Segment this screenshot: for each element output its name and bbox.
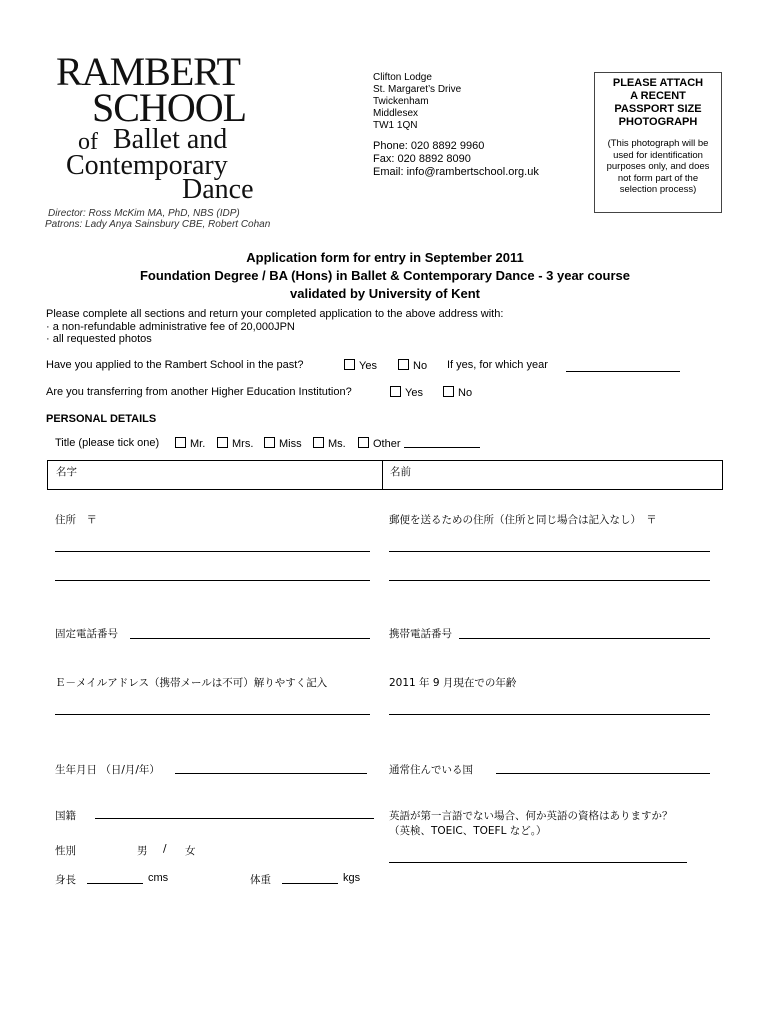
english-qualification-field[interactable] bbox=[389, 862, 687, 863]
name-box bbox=[47, 460, 723, 490]
q1-yes-label: Yes bbox=[359, 360, 377, 372]
q2-no-option[interactable] bbox=[443, 386, 472, 399]
name-divider bbox=[382, 461, 383, 489]
miss-label: Miss bbox=[279, 438, 302, 450]
email-field[interactable] bbox=[55, 714, 370, 715]
q1-no-checkbox[interactable] bbox=[398, 359, 409, 370]
title-mr-option[interactable] bbox=[175, 437, 205, 450]
residence-field[interactable] bbox=[496, 773, 710, 774]
logo-contemporary: Contemporary bbox=[66, 150, 228, 181]
q2-yes-checkbox[interactable] bbox=[390, 386, 401, 397]
q1-no-option[interactable] bbox=[398, 359, 427, 372]
mrs-checkbox[interactable] bbox=[217, 437, 228, 448]
logo-ballet-and: Ballet and bbox=[113, 124, 228, 155]
instructions bbox=[46, 308, 503, 346]
age-field[interactable] bbox=[389, 714, 710, 715]
address-label: 住所 〒 bbox=[55, 514, 97, 526]
gender-label: 性別 bbox=[55, 845, 76, 857]
q1-yes-checkbox[interactable] bbox=[344, 359, 355, 370]
photo-heading-4: PHOTOGRAPH bbox=[618, 116, 698, 128]
logo-of: of bbox=[78, 129, 98, 155]
given-name-field[interactable]: 名前 bbox=[390, 466, 411, 478]
photo-note: (This photograph will be used for identification purposes only, and does not form part of the selection process) bbox=[606, 138, 710, 195]
school-contact bbox=[373, 140, 539, 179]
fax-text: Fax: 020 8892 8090 bbox=[373, 153, 471, 165]
cms-unit: cms bbox=[148, 872, 169, 884]
weight-field[interactable] bbox=[282, 883, 338, 884]
mailing-address-label: 郵便を送るための住所（住所と同じ場合は記入なし） 〒 bbox=[389, 514, 657, 526]
q1-follow-label: If yes, for which year bbox=[447, 359, 548, 371]
title-line-2: Foundation Degree / BA (Hons) in Ballet & Contemporary Dance - 3 year course bbox=[139, 268, 630, 283]
email-text: Email: info@rambertschool.org.uk bbox=[373, 166, 539, 178]
english-question-2: （英検、TOEIC、TOEFL など。） bbox=[389, 825, 547, 837]
address-line: Twickenham bbox=[373, 96, 429, 107]
male-option[interactable]: 男 bbox=[137, 845, 148, 857]
patrons-text: Patrons: Lady Anya Sainsbury CBE, Robert Cohan bbox=[45, 219, 271, 230]
q1-year-field[interactable] bbox=[566, 371, 680, 372]
q1-text: Have you applied to the Rambert School in the past? bbox=[46, 359, 304, 371]
photo-heading-3: PASSPORT SIZE bbox=[614, 103, 702, 115]
title-label: Title (please tick one) bbox=[55, 437, 160, 449]
school-address bbox=[373, 72, 461, 132]
dob-label: 生年月日 （日/月/年） bbox=[55, 764, 160, 776]
title-ms-option[interactable] bbox=[313, 437, 346, 450]
landline-label: 固定電話番号 bbox=[55, 628, 118, 640]
weight-label: 体重 bbox=[250, 874, 271, 886]
q2-yes-option[interactable] bbox=[390, 386, 423, 399]
title-line-1: Application form for entry in September 2011 bbox=[246, 250, 524, 265]
q2-no-checkbox[interactable] bbox=[443, 386, 454, 397]
personal-details-heading: PERSONAL DETAILS bbox=[46, 413, 157, 425]
title-line-3: validated by University of Kent bbox=[290, 286, 480, 301]
q2-no-label: No bbox=[458, 387, 473, 399]
logo-school: SCHOOL bbox=[92, 85, 247, 130]
mr-label: Mr. bbox=[190, 438, 206, 450]
address-line: Middlesex bbox=[373, 108, 419, 119]
gender-slash: / bbox=[163, 843, 167, 855]
instructions-item: · all requested photos bbox=[46, 333, 152, 345]
q2-yes-label: Yes bbox=[405, 387, 423, 399]
english-question-1: 英語が第一言語でない場合、何か英語の資格はありますか？ bbox=[389, 810, 673, 822]
address-line: St. Margaret’s Drive bbox=[373, 84, 462, 95]
ms-checkbox[interactable] bbox=[313, 437, 324, 448]
age-label: 2011 年 9 月現在での年齢 bbox=[389, 677, 517, 689]
mailing-address-line-2[interactable] bbox=[389, 580, 710, 581]
other-field[interactable] bbox=[404, 447, 480, 448]
q1-yes-option[interactable] bbox=[344, 359, 377, 372]
other-label: Other bbox=[373, 438, 401, 450]
logo-dance: Dance bbox=[182, 174, 254, 205]
photo-box[interactable] bbox=[594, 72, 722, 213]
photo-heading-2: A RECENT bbox=[630, 90, 686, 102]
surname-field[interactable]: 名字 bbox=[56, 466, 77, 478]
mrs-label: Mrs. bbox=[232, 438, 254, 450]
mobile-label: 携帯電話番号 bbox=[389, 628, 452, 640]
title-mrs-option[interactable] bbox=[217, 437, 253, 450]
address-line: Clifton Lodge bbox=[373, 72, 432, 83]
dob-field[interactable] bbox=[175, 773, 367, 774]
miss-checkbox[interactable] bbox=[264, 437, 275, 448]
q2-text: Are you transferring from another Higher Education Institution? bbox=[46, 386, 352, 398]
instructions-item: · a non-refundable administrative fee of 20,000JPN bbox=[46, 320, 295, 333]
email-label: Ｅ－メイルアドレス（携帯メールは不可）解りやすく記入 bbox=[55, 677, 328, 689]
height-label: 身長 bbox=[55, 874, 76, 886]
height-field[interactable] bbox=[87, 883, 143, 884]
ms-label: Ms. bbox=[328, 438, 346, 450]
q1-no-label: No bbox=[413, 360, 428, 372]
female-option[interactable]: 女 bbox=[185, 845, 196, 857]
residence-label: 通常住んでいる国 bbox=[389, 764, 473, 776]
kgs-unit: kgs bbox=[343, 872, 361, 884]
form-title bbox=[0, 249, 770, 303]
mailing-address-line-1[interactable] bbox=[389, 551, 710, 552]
address-line: TW1 1QN bbox=[373, 120, 418, 131]
landline-field[interactable] bbox=[130, 638, 370, 639]
mobile-field[interactable] bbox=[459, 638, 710, 639]
nationality-field[interactable] bbox=[95, 818, 374, 819]
mr-checkbox[interactable] bbox=[175, 437, 186, 448]
nationality-label: 国籍 bbox=[55, 810, 76, 822]
address-line-2[interactable] bbox=[55, 580, 370, 581]
title-other-option[interactable] bbox=[358, 437, 480, 450]
photo-heading-1: PLEASE ATTACH bbox=[612, 77, 704, 89]
logo-rambert: RAMBERT bbox=[56, 49, 240, 94]
instructions-intro: Please complete all sections and return your completed application to the above address with: bbox=[46, 308, 504, 320]
address-line-1[interactable] bbox=[55, 551, 370, 552]
director-text: Director: Ross McKim MA, PhD, NBS (IDP) bbox=[48, 208, 240, 219]
other-checkbox[interactable] bbox=[358, 437, 369, 448]
title-miss-option[interactable] bbox=[264, 437, 302, 450]
phone-text: Phone: 020 8892 9960 bbox=[373, 140, 485, 152]
